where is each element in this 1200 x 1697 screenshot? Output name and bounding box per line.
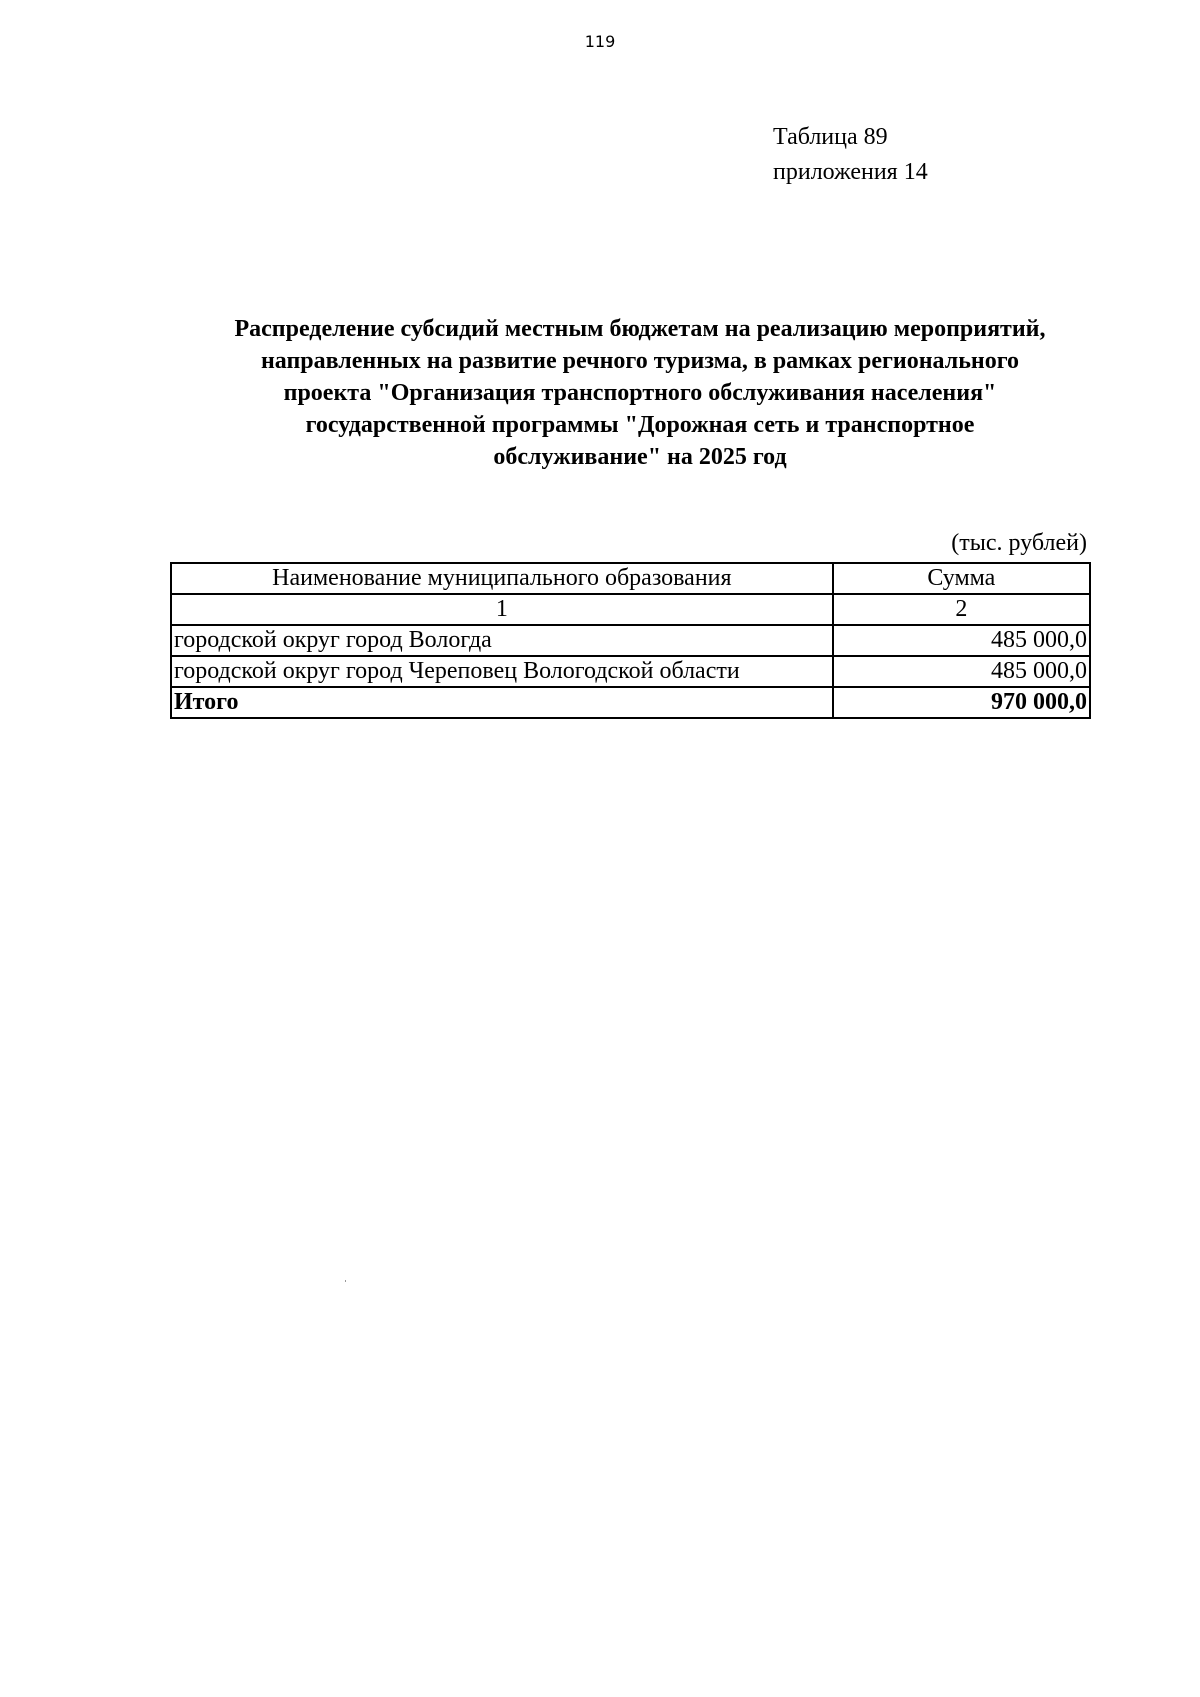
row-sum: 485 000,0 <box>833 625 1090 656</box>
table-reference <box>773 120 928 190</box>
row-municipality-name: городской округ город Вологда <box>171 625 833 656</box>
header-municipality: Наименование муниципального образования <box>171 563 833 594</box>
table-total-row <box>171 687 1090 718</box>
table-reference-line-2: приложения 14 <box>773 159 928 185</box>
scan-speck <box>345 1280 346 1282</box>
column-number-2: 2 <box>833 594 1090 625</box>
row-sum: 485 000,0 <box>833 656 1090 687</box>
units-label: (тыс. рублей) <box>951 530 1087 556</box>
title-line-4: государственной программы "Дорожная сеть и транспортное <box>305 412 975 438</box>
table-header-row <box>171 563 1090 594</box>
row-municipality-name: городской округ город Череповец Вологодской области <box>171 656 833 687</box>
title-line-2: направленных на развитие речного туризма, в рамках регионального <box>260 348 1020 374</box>
table-row <box>171 656 1090 687</box>
document-title <box>160 313 1120 473</box>
column-number-1: 1 <box>171 594 833 625</box>
header-sum: Сумма <box>833 563 1090 594</box>
column-number-row <box>171 594 1090 625</box>
table-reference-line-1: Таблица 89 <box>773 124 888 150</box>
table-row <box>171 625 1090 656</box>
title-line-5: обслуживание" на 2025 год <box>493 444 787 470</box>
page-number: 119 <box>584 32 616 51</box>
title-line-3: проекта "Организация транспортного обслуживания населения" <box>283 380 997 406</box>
total-label: Итого <box>171 687 833 718</box>
total-sum: 970 000,0 <box>833 687 1090 718</box>
subsidy-table <box>170 562 1091 719</box>
title-line-1: Распределение субсидий местным бюджетам на реализацию мероприятий, <box>234 316 1046 342</box>
